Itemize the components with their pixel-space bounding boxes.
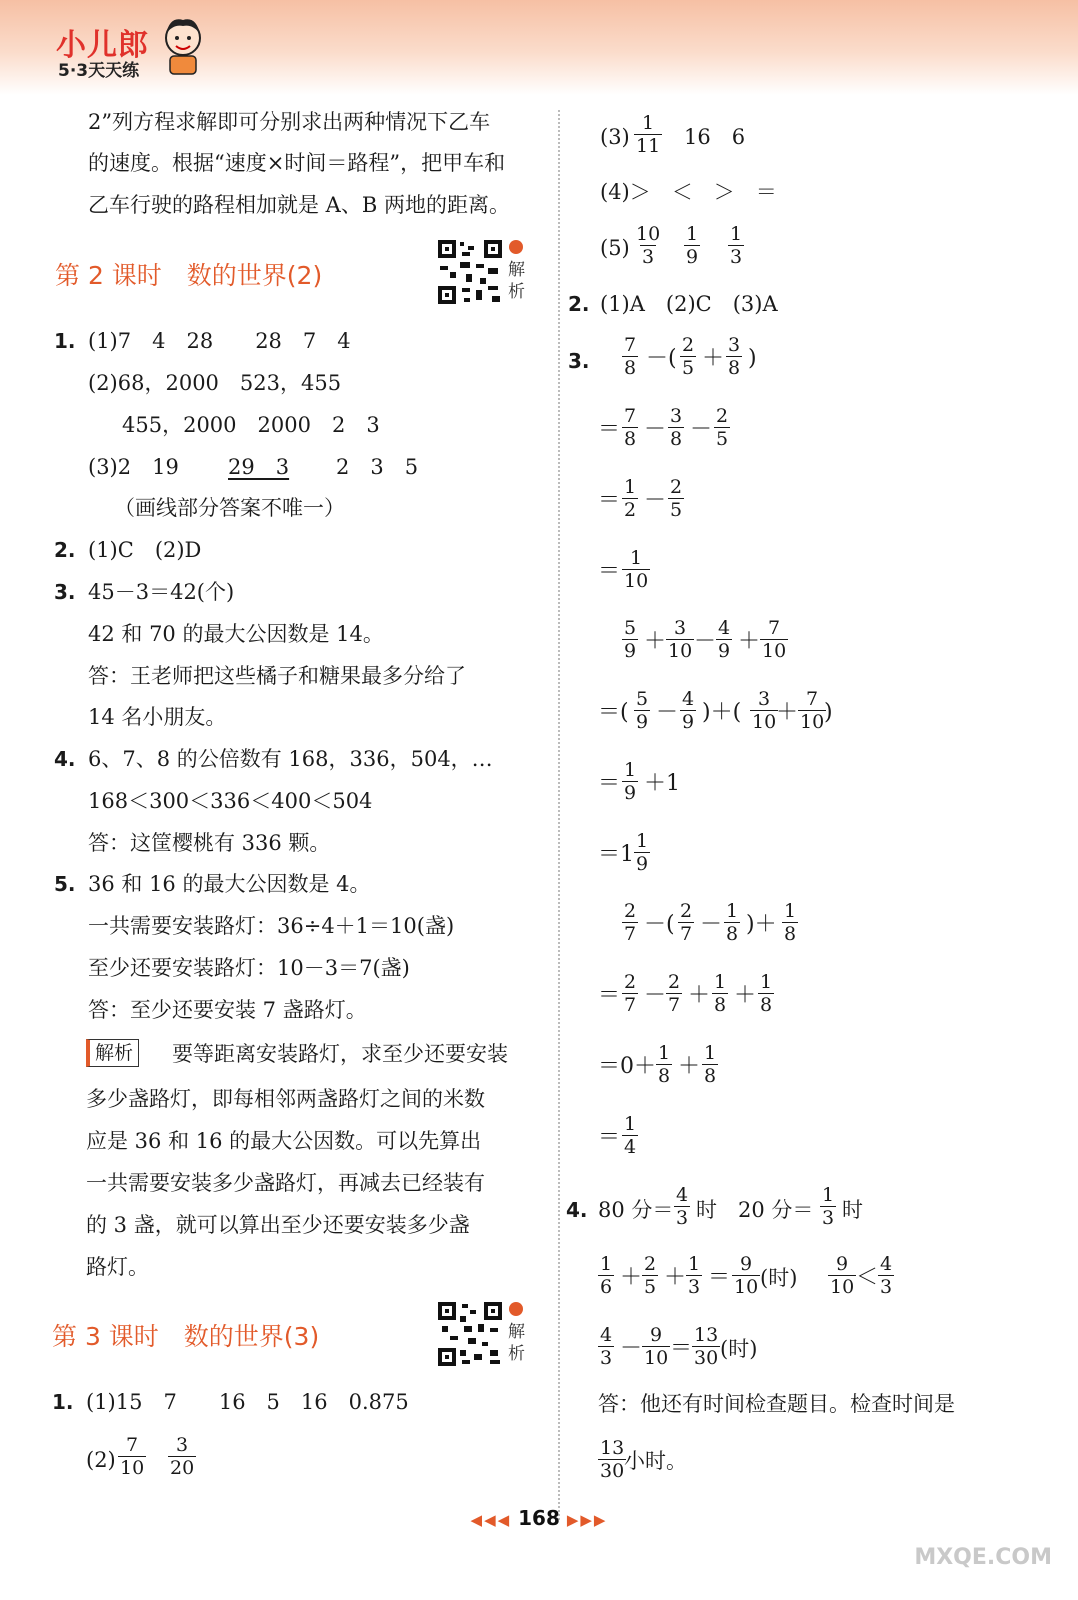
fraction: $\frac{2}{7}$	[624, 971, 637, 1016]
operator: ＝	[598, 559, 621, 584]
fraction: $\frac{1}{3}$	[730, 223, 743, 268]
q5-line-3: 至少还要安装路灯：10－3＝7(盏)	[88, 956, 410, 980]
q4-line-1: 6、7、8 的公倍数有 168，336，504，…	[88, 747, 493, 771]
operator: ＝	[670, 1336, 693, 1361]
section-2-title: 第 2 课时 数的世界(2)	[55, 261, 323, 290]
q4-line-2: 168＜300＜336＜400＜504	[88, 789, 373, 813]
fraction: $\frac{1}{8}$	[714, 971, 727, 1016]
r-q4-part-b: 时 20 分＝	[696, 1198, 814, 1222]
arrow-left-icon: ◀◀◀	[470, 1511, 512, 1529]
fraction: $\frac{4}{3}$	[600, 1324, 613, 1369]
page-number: 168	[518, 1506, 560, 1530]
analysis-line-4: 一共需要安装多少盏路灯，再减去已经装有	[86, 1171, 485, 1195]
s3-q1-number: 1.	[52, 1390, 74, 1414]
fraction: $\frac{1}{3}$	[688, 1253, 701, 1298]
r-q2-number: 2.	[568, 292, 590, 316]
q2-number: 2.	[54, 538, 76, 562]
q3-number: 3.	[54, 580, 76, 604]
operator: ＋	[776, 700, 799, 725]
intro-line-1: 2”列方程求解即可分别求出两种情况下乙车	[88, 110, 491, 134]
operator: ＝	[598, 771, 621, 796]
fraction: $\frac{13}{30}$	[600, 1437, 625, 1482]
q2-text: (1)C (2)D	[88, 538, 202, 562]
operator: ＝1	[598, 842, 634, 867]
r-q4-answer: 答：他还有时间检查题目。检查时间是	[598, 1392, 955, 1416]
fraction: $\frac{5}{9}$	[624, 617, 637, 662]
operator: ＜	[856, 1265, 879, 1290]
operator: －	[644, 488, 667, 513]
play-arrow-icon	[509, 240, 523, 254]
operator: ＋	[738, 629, 761, 654]
fraction: $\frac{1}{6}$	[600, 1253, 613, 1298]
operator: －(	[644, 912, 675, 937]
fraction: $\frac{1}{8}$	[726, 900, 739, 945]
fraction: $\frac{2}{5}$	[682, 334, 695, 379]
operator: ＝	[598, 983, 621, 1008]
qr-code-icon[interactable]	[436, 238, 504, 306]
unit-hours: (时)	[760, 1266, 798, 1290]
fraction: $\frac{1}{3}$	[822, 1184, 835, 1229]
q3-line-2: 42 和 70 的最大公因数是 14。	[88, 622, 384, 646]
q1-line-3: 455，2000 2000 2 3	[122, 413, 380, 437]
q1-number: 1.	[54, 329, 76, 353]
unit-hours: (时)	[720, 1337, 758, 1361]
r-q2-text: (1)A (2)C (3)A	[600, 292, 778, 316]
fraction: $\frac{1}{8}$	[658, 1042, 671, 1087]
fraction: $\frac{9}{10}$	[734, 1253, 759, 1298]
operator: －	[700, 912, 723, 937]
r5-prefix: (5)	[600, 236, 630, 260]
operator: －	[620, 1336, 643, 1361]
fraction: $\frac{4}{9}$	[682, 688, 695, 733]
operator: －	[690, 417, 713, 442]
operator: ＋	[702, 346, 725, 371]
analysis-line-5: 的 3 盏，就可以算出至少还要安装多少盏	[86, 1213, 470, 1237]
q5-line-2: 一共需要安装路灯：36÷4＋1＝10(盏)	[88, 914, 455, 938]
intro-line-2: 的速度。根据“速度×时间＝路程”，把甲车和	[88, 151, 506, 175]
s3-q1-line-2: (2)	[86, 1448, 116, 1472]
operator: ＋	[644, 629, 667, 654]
fraction: $\frac{2}{5}$	[716, 405, 729, 450]
watermark: MXQE.COM	[914, 1545, 1052, 1570]
analysis-tag: 解析	[86, 1039, 139, 1067]
fraction: $\frac{2}{5}$	[644, 1253, 657, 1298]
fraction: $\frac{2}{7}$	[680, 900, 693, 945]
fraction: $\frac{5}{9}$	[636, 688, 649, 733]
operator: ＋1	[644, 771, 680, 796]
page-footer	[0, 1506, 1078, 1530]
intro-line-3: 乙车行驶的路程相加就是 A、B 两地的距离。	[88, 193, 510, 217]
operator: －	[656, 700, 679, 725]
operator: －	[644, 983, 667, 1008]
operator: )	[748, 346, 757, 371]
fraction: $\frac{1}{4}$	[624, 1113, 637, 1158]
q3-line-1: 45－3＝42(个)	[88, 580, 235, 604]
q3-line-3: 答：王老师把这些橘子和糖果最多分给了	[88, 664, 466, 688]
s3-q1-line-1: (1)15 7 16 5 16 0.875	[86, 1390, 409, 1414]
r3-values: 16 6	[684, 125, 746, 149]
operator: ＋	[664, 1265, 687, 1290]
fraction: $\frac{10}{3}$	[636, 223, 661, 268]
operator: －	[644, 417, 667, 442]
mascot-icon	[160, 14, 206, 76]
brand-logo: 小儿郎	[56, 28, 149, 63]
fraction: $\frac{7}{10}$	[800, 688, 825, 733]
fraction: $\frac{1}{8}$	[784, 900, 797, 945]
q1-line-4b: 2 3 5	[336, 455, 419, 479]
operator: ＋	[620, 1265, 643, 1290]
fraction: $\frac{1}{9}$	[686, 223, 699, 268]
r-q3-number: 3.	[568, 349, 590, 373]
fraction: $\frac{1}{10}$	[624, 547, 649, 592]
analysis-line-6: 路灯。	[86, 1255, 149, 1279]
operator: ＝	[598, 488, 621, 513]
q4-number: 4.	[54, 747, 76, 771]
qr-code-icon[interactable]	[436, 1300, 504, 1368]
q4-line-3: 答：这筐樱桃有 336 颗。	[88, 831, 331, 855]
fraction: $\frac{2}{7}$	[624, 900, 637, 945]
section-3-title: 第 3 课时 数的世界(3)	[52, 1322, 320, 1351]
operator: ＋	[678, 1054, 701, 1079]
operator: －(	[646, 346, 677, 371]
operator: ＝	[598, 1125, 621, 1150]
analysis-line-3: 应是 36 和 16 的最大公因数。可以先算出	[86, 1129, 482, 1153]
fraction: $\frac{3}{8}$	[670, 405, 683, 450]
series-label: 5·3天天练	[58, 61, 140, 81]
q5-line-4: 答：至少还要安装 7 盏路灯。	[88, 998, 367, 1022]
q3-line-4: 14 名小朋友。	[88, 705, 227, 729]
fraction: $\frac{2}{5}$	[670, 476, 683, 521]
fraction: $\frac{9}{10}$	[644, 1324, 669, 1369]
r4-line: (4)＞ ＜ ＞ ＝	[600, 180, 777, 204]
fraction: $\frac{7}{8}$	[624, 334, 637, 379]
arrow-right-icon: ▶▶▶	[566, 1511, 608, 1529]
play-arrow-icon	[509, 1302, 523, 1316]
operator: )＋(	[702, 700, 742, 725]
operator: )＋	[746, 912, 777, 937]
q5-number: 5.	[54, 872, 76, 896]
q1-line-2: (2)68，2000 523，455	[88, 371, 342, 395]
fraction: $\frac{2}{7}$	[668, 971, 681, 1016]
q1-note: （画线部分答案不唯一）	[114, 496, 345, 520]
q1-line-1: (1)7 4 28 28 7 4	[88, 329, 351, 353]
operator: ＝(	[598, 700, 629, 725]
fraction: $\frac{7}{10}$	[120, 1434, 145, 1479]
r-q4-part-c: 时	[842, 1198, 863, 1222]
fraction: $\frac{3}{8}$	[728, 334, 741, 379]
operator: ＝	[598, 417, 621, 442]
fraction: $\frac{1}{9}$	[624, 759, 637, 804]
analysis-line-1: 要等距离安装路灯，求至少还要安装	[172, 1042, 508, 1066]
fraction: $\frac{3}{10}$	[752, 688, 777, 733]
q1-line-4-underlined: 29 3	[228, 455, 290, 479]
fraction: $\frac{9}{10}$	[830, 1253, 855, 1298]
fraction: $\frac{1}{11}$	[636, 112, 661, 157]
fraction: $\frac{3}{10}$	[668, 617, 693, 662]
operator: －	[694, 629, 717, 654]
column-divider	[558, 110, 560, 1520]
operator: ＝0＋	[598, 1054, 656, 1079]
fraction: $\frac{1}{2}$	[624, 476, 637, 521]
fraction: $\frac{13}{30}$	[694, 1324, 719, 1369]
r-q4-answer-end: 小时。	[624, 1449, 687, 1473]
r3-prefix: (3)	[600, 125, 630, 149]
qr-label: 解析	[508, 260, 525, 302]
operator: )	[824, 700, 833, 725]
fraction: $\frac{4}{9}$	[718, 617, 731, 662]
fraction: $\frac{7}{8}$	[624, 405, 637, 450]
fraction: $\frac{3}{20}$	[170, 1434, 195, 1479]
q5-line-1: 36 和 16 的最大公因数是 4。	[88, 872, 371, 896]
operator: ＝	[708, 1265, 731, 1290]
fraction: $\frac{4}{3}$	[880, 1253, 893, 1298]
fraction: $\frac{1}{9}$	[636, 830, 649, 875]
fraction: $\frac{7}{10}$	[762, 617, 787, 662]
r-q4-number: 4.	[566, 1198, 588, 1222]
fraction: $\frac{1}{8}$	[704, 1042, 717, 1087]
operator: ＋	[688, 983, 711, 1008]
r-q4-part-a: 80 分＝	[598, 1198, 674, 1222]
operator: ＋	[734, 983, 757, 1008]
qr-label: 解析	[508, 1322, 525, 1364]
analysis-line-2: 多少盏路灯，即每相邻两盏路灯之间的米数	[86, 1087, 485, 1111]
fraction: $\frac{4}{3}$	[676, 1184, 689, 1229]
q1-line-4a: (3)2 19	[88, 455, 179, 479]
fraction: $\frac{1}{8}$	[760, 971, 773, 1016]
